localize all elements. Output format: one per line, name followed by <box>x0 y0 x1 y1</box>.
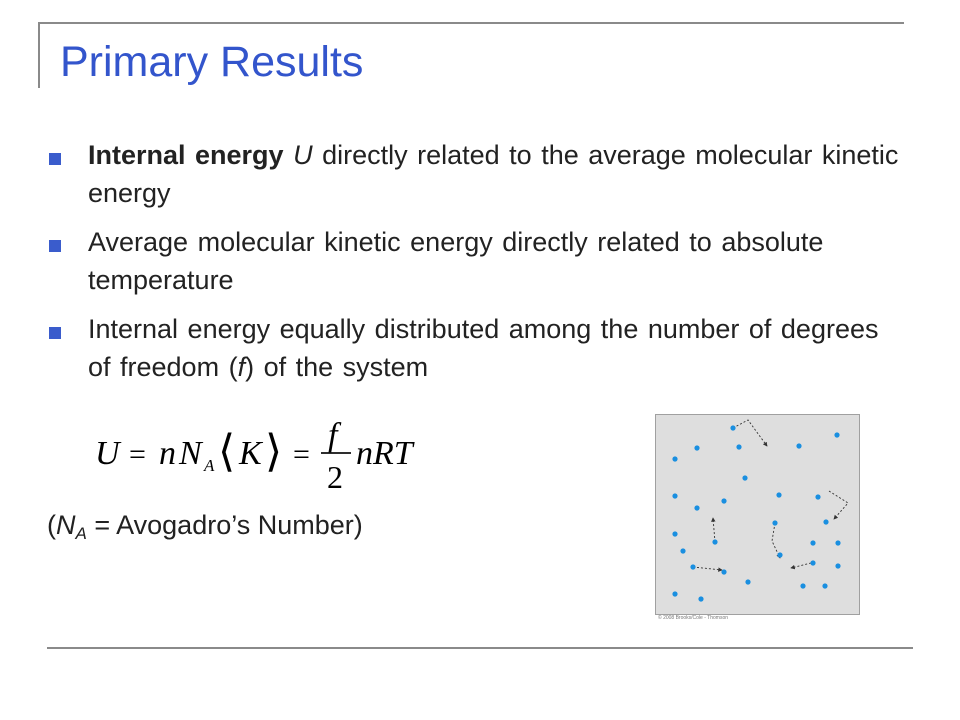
bold-term: Internal energy <box>88 140 284 170</box>
molecule-dot <box>694 445 699 450</box>
molecule-dot <box>834 432 839 437</box>
note-text: = Avogadro’s Number) <box>86 510 363 540</box>
bullet-list <box>47 136 907 397</box>
molecule-dot <box>721 569 726 574</box>
eq-left-angle: ⟨ <box>218 426 236 477</box>
molecule-path <box>791 563 811 568</box>
molecule-dot <box>690 564 695 569</box>
molecule-dot <box>776 492 781 497</box>
bullet-body-end: ) of the system <box>245 352 429 382</box>
bottom-rule-line <box>47 647 913 649</box>
bullet-text-3 <box>88 310 907 386</box>
top-rule-line <box>38 22 904 24</box>
wall-bounce-path <box>829 491 848 519</box>
molecule-dot <box>672 531 677 536</box>
eq-subscript-A: A <box>204 456 215 475</box>
bullet-square-icon <box>49 327 61 339</box>
bullet-square-icon <box>49 153 61 165</box>
italic-symbol: U <box>293 140 313 170</box>
note-subscript-A: A <box>75 524 87 543</box>
gas-molecules-figure <box>655 414 860 615</box>
eq-U: U <box>95 435 120 472</box>
eq-n: n <box>159 435 176 472</box>
molecule-dot <box>777 552 782 557</box>
avogadro-note <box>47 510 363 544</box>
molecule-dot <box>796 443 801 448</box>
bullet-text-1 <box>88 136 907 212</box>
molecule-dot <box>694 505 699 510</box>
molecule-dot <box>721 498 726 503</box>
eq-N: N <box>179 435 202 472</box>
molecule-dot <box>742 475 747 480</box>
eq-equals-2: = <box>293 438 310 471</box>
molecule-dot <box>736 444 741 449</box>
molecule-dot <box>822 583 827 588</box>
bullet-square-icon <box>49 240 61 252</box>
molecule-dot <box>712 539 717 544</box>
figure-credit: © 2008 Brooks/Cole - Thomson <box>658 615 729 621</box>
collision-path <box>733 420 767 446</box>
bullet-item-1 <box>47 136 907 212</box>
bullet-text-2: Average molecular kinetic energy directly related to absolute temperature <box>88 227 824 295</box>
note-open-paren: ( <box>47 510 56 540</box>
bullet-body-start: Internal energy equally distributed among the number of degrees of freedom ( <box>88 314 879 382</box>
molecule-dot <box>810 560 815 565</box>
italic-symbol: f <box>237 352 246 382</box>
molecule-dot <box>772 520 777 525</box>
molecule-paths <box>693 420 848 570</box>
molecule-dot <box>745 579 750 584</box>
molecule-dot <box>810 540 815 545</box>
molecules <box>672 425 840 601</box>
internal-energy-equation <box>95 414 435 500</box>
eq-fraction-numerator: f <box>328 417 338 454</box>
molecule-dot <box>672 591 677 596</box>
molecule-path <box>713 518 715 542</box>
molecule-dot <box>835 540 840 545</box>
molecule-dot <box>800 583 805 588</box>
eq-fraction-denominator: 2 <box>327 459 343 495</box>
bullet-item-2 <box>47 223 907 299</box>
eq-right-angle: ⟩ <box>265 426 283 477</box>
bullet-body: directly related to the average molecular kinetic energy <box>88 140 899 208</box>
molecule-path <box>693 567 722 570</box>
eq-equals-1: = <box>129 438 146 471</box>
molecule-dot <box>815 494 820 499</box>
molecule-dot <box>680 548 685 553</box>
note-N: N <box>56 510 76 540</box>
eq-nRT: nRT <box>356 435 413 472</box>
molecule-dot <box>835 563 840 568</box>
molecule-dot <box>823 519 828 524</box>
molecule-dot <box>730 425 735 430</box>
eq-K: K <box>239 435 262 472</box>
molecule-dot <box>672 456 677 461</box>
slide-title: Primary Results <box>60 38 364 86</box>
molecule-dot <box>672 493 677 498</box>
bullet-item-3 <box>47 310 907 386</box>
molecule-dot <box>698 596 703 601</box>
left-accent-line <box>38 22 40 88</box>
